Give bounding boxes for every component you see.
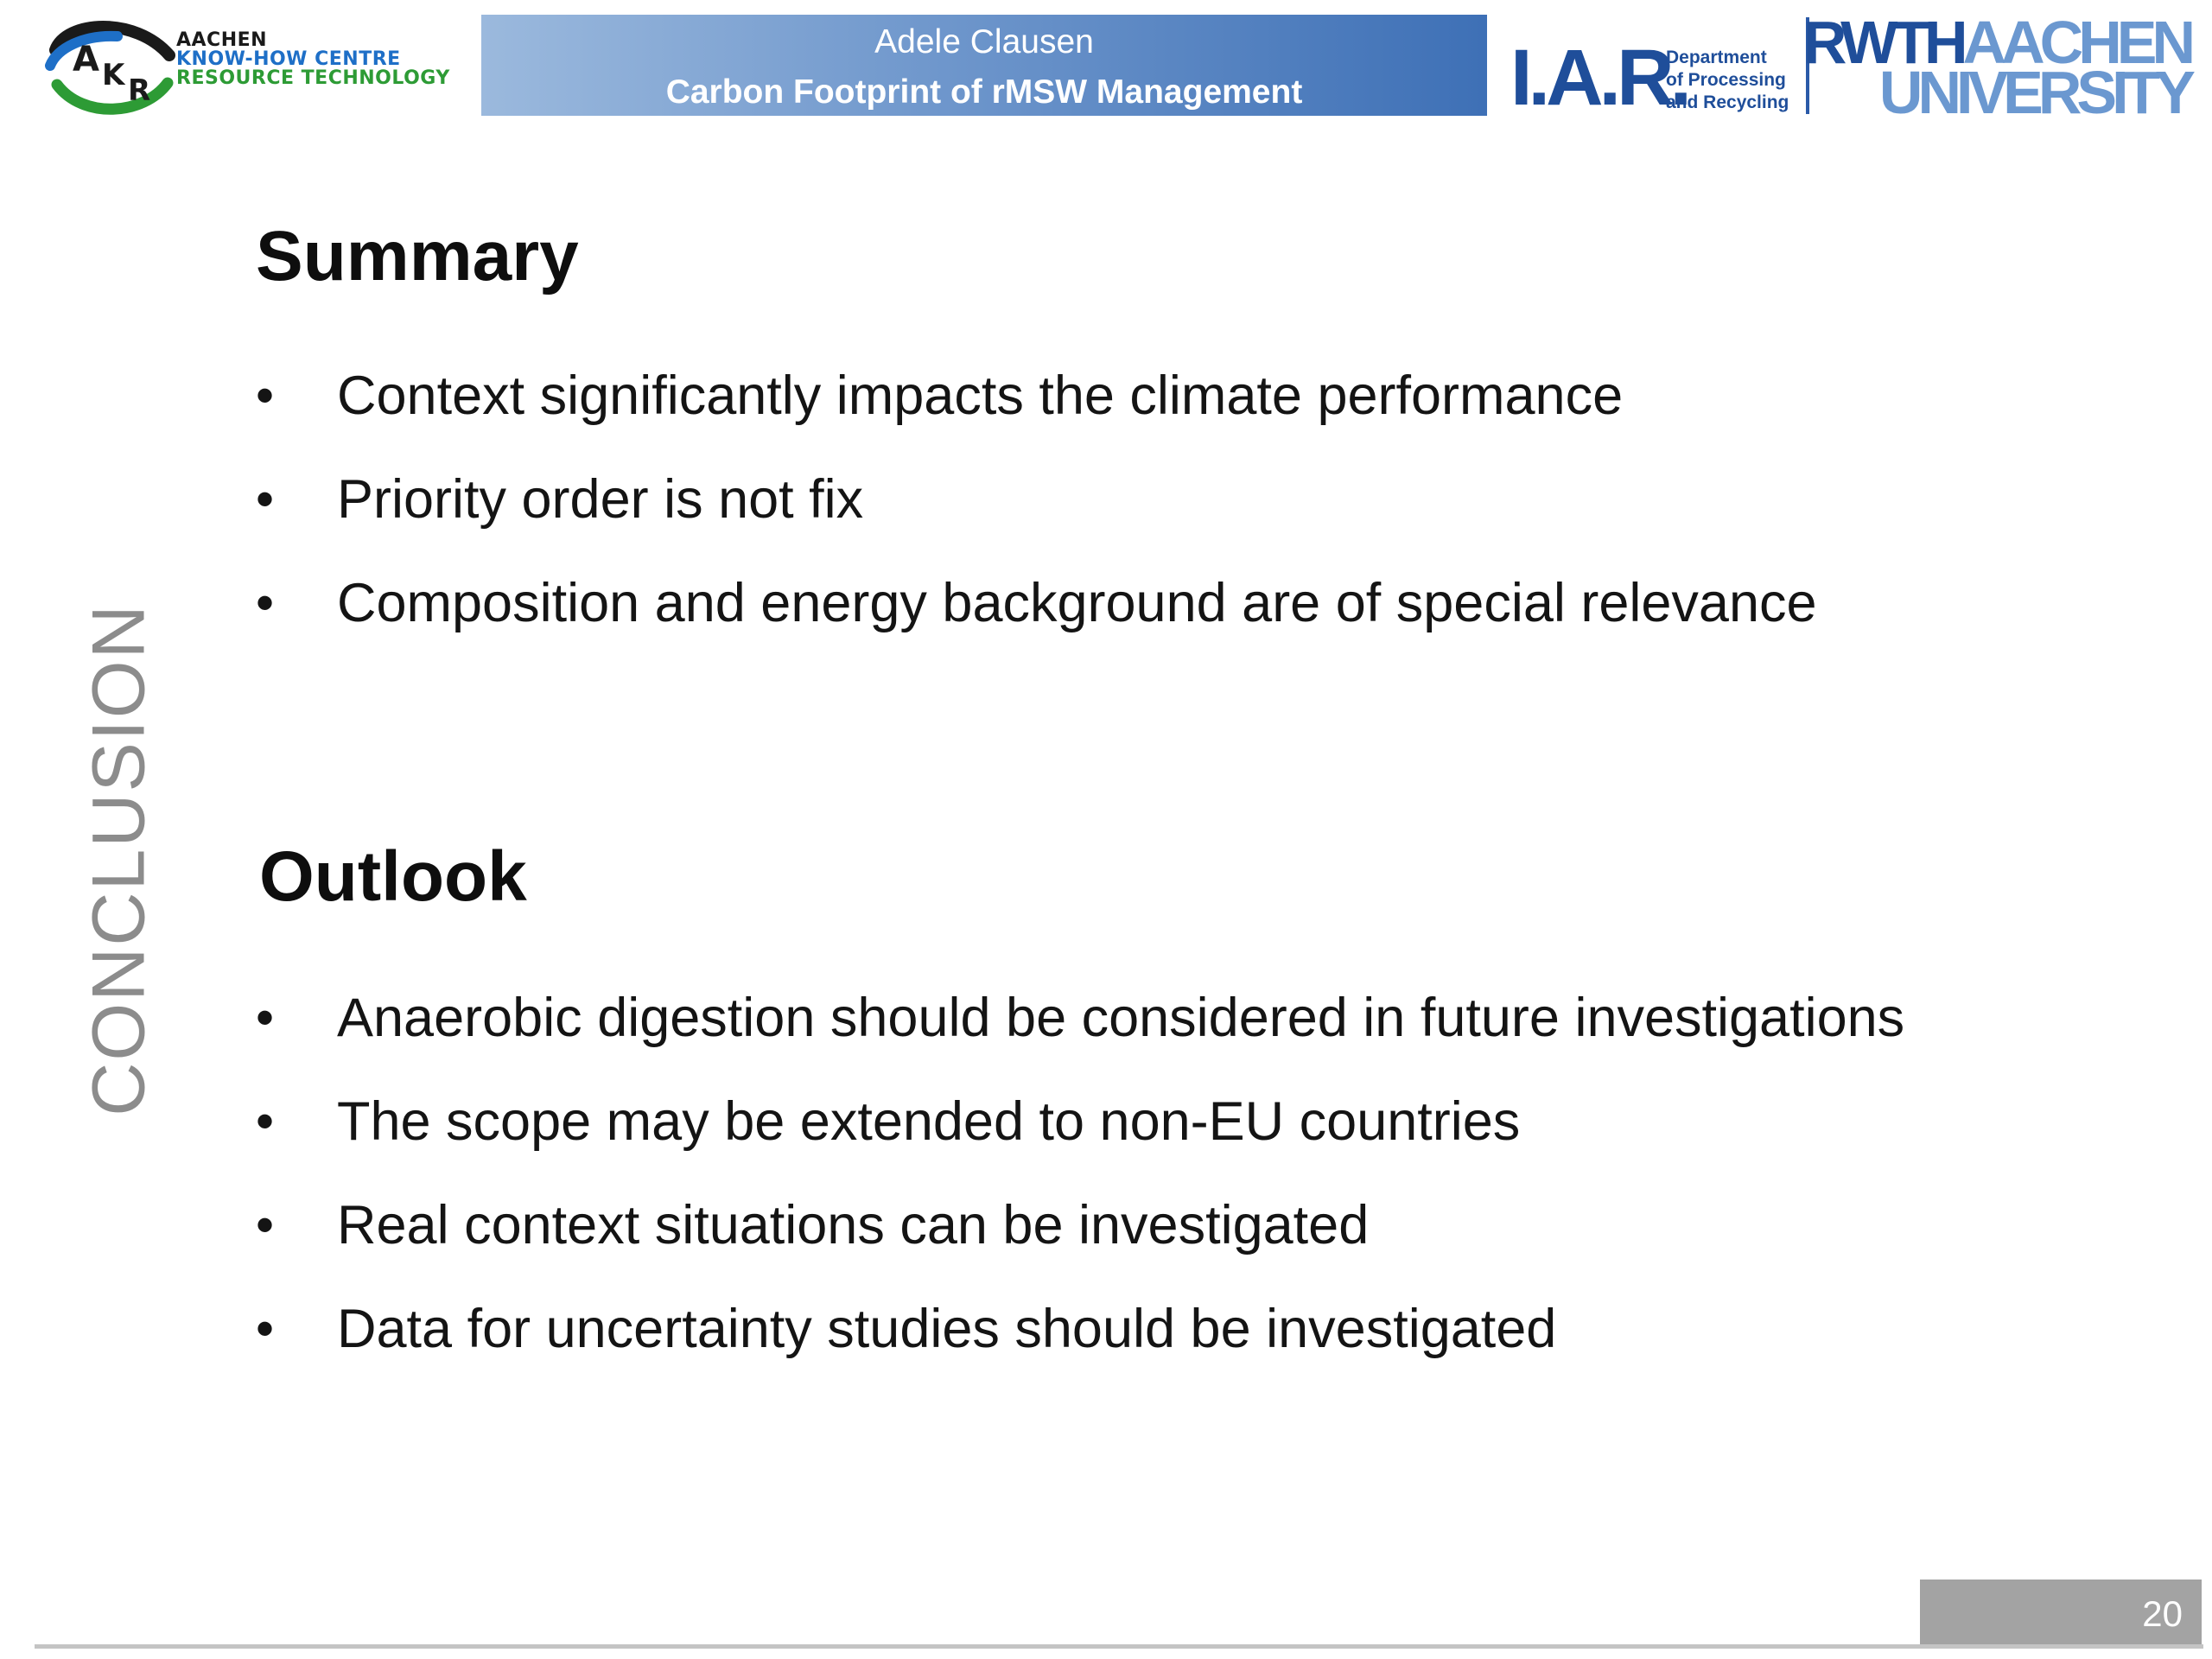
outlook-list xyxy=(256,983,1984,1398)
summary-item-text: Context significantly impacts the climate performance xyxy=(337,365,1624,426)
summary-item xyxy=(256,361,1984,465)
summary-item-text: Composition and energy background are of special relevance xyxy=(337,573,1817,633)
outlook-item xyxy=(256,983,1984,1087)
akr-line-aachen: AACHEN xyxy=(176,29,268,51)
iar-mark: I.A.R. xyxy=(1510,34,1688,122)
akr-mark-letter-a: A xyxy=(73,40,99,79)
iar-dept-line3: and Recycling xyxy=(1666,92,1789,112)
bullet-icon: • xyxy=(256,988,275,1046)
iar-dept-line2: of Processing xyxy=(1666,70,1786,90)
outlook-item-text: Real context situations can be investigated xyxy=(337,1195,1370,1255)
akr-swoosh-icon xyxy=(31,14,178,118)
title-banner xyxy=(481,15,1487,116)
page-number: 20 xyxy=(2142,1593,2183,1634)
summary-item xyxy=(256,569,1984,672)
footer-rule xyxy=(35,1644,2203,1649)
akr-mark-letter-k: K xyxy=(102,58,125,92)
summary-item xyxy=(256,465,1984,569)
outlook-item-text: The scope may be extended to non-EU countries xyxy=(337,1091,1521,1152)
outlook-item xyxy=(256,1087,1984,1191)
akr-line-know-how: KNOW-HOW CENTRE xyxy=(176,48,401,70)
akr-line-resource: RESOURCE TECHNOLOGY xyxy=(176,67,450,89)
rwth-logo xyxy=(1802,9,2190,126)
akr-mark-letter-r: R xyxy=(128,73,151,108)
aachen-wordmark: AACHEN xyxy=(1962,9,2190,76)
bullet-icon: • xyxy=(256,366,275,424)
presentation-title: Carbon Footprint of rMSW Management xyxy=(665,73,1303,111)
iar-logo xyxy=(1510,22,1791,122)
bullet-icon: • xyxy=(256,1300,275,1357)
summary-heading: Summary xyxy=(256,217,579,296)
bullet-icon: • xyxy=(256,574,275,632)
summary-list xyxy=(256,361,1984,672)
outlook-item-text: Anaerobic digestion should be considered in future investigations xyxy=(337,988,1905,1048)
outlook-item-text: Data for uncertainty studies should be investigated xyxy=(337,1299,1557,1359)
outlook-item xyxy=(256,1294,1984,1398)
akr-logo-text xyxy=(176,31,453,88)
rwth-wordmark: RWTH xyxy=(1802,9,1963,76)
iar-dept-line1: Department xyxy=(1666,48,1767,67)
page-number-box xyxy=(1920,1580,2202,1644)
outlook-item xyxy=(256,1191,1984,1294)
bullet-icon: • xyxy=(256,1196,275,1254)
author-name: Adele Clausen xyxy=(874,23,1094,60)
bullet-icon: • xyxy=(256,1092,275,1150)
slide-header xyxy=(0,0,2212,130)
university-wordmark: UNIVERSITY xyxy=(1878,59,2190,126)
summary-item-text: Priority order is not fix xyxy=(337,469,864,530)
section-label: CONCLUSION xyxy=(77,603,161,1116)
outlook-heading: Outlook xyxy=(259,837,527,916)
bullet-icon: • xyxy=(256,470,275,528)
akr-logo xyxy=(31,14,450,118)
iar-department-text xyxy=(1666,47,1789,114)
